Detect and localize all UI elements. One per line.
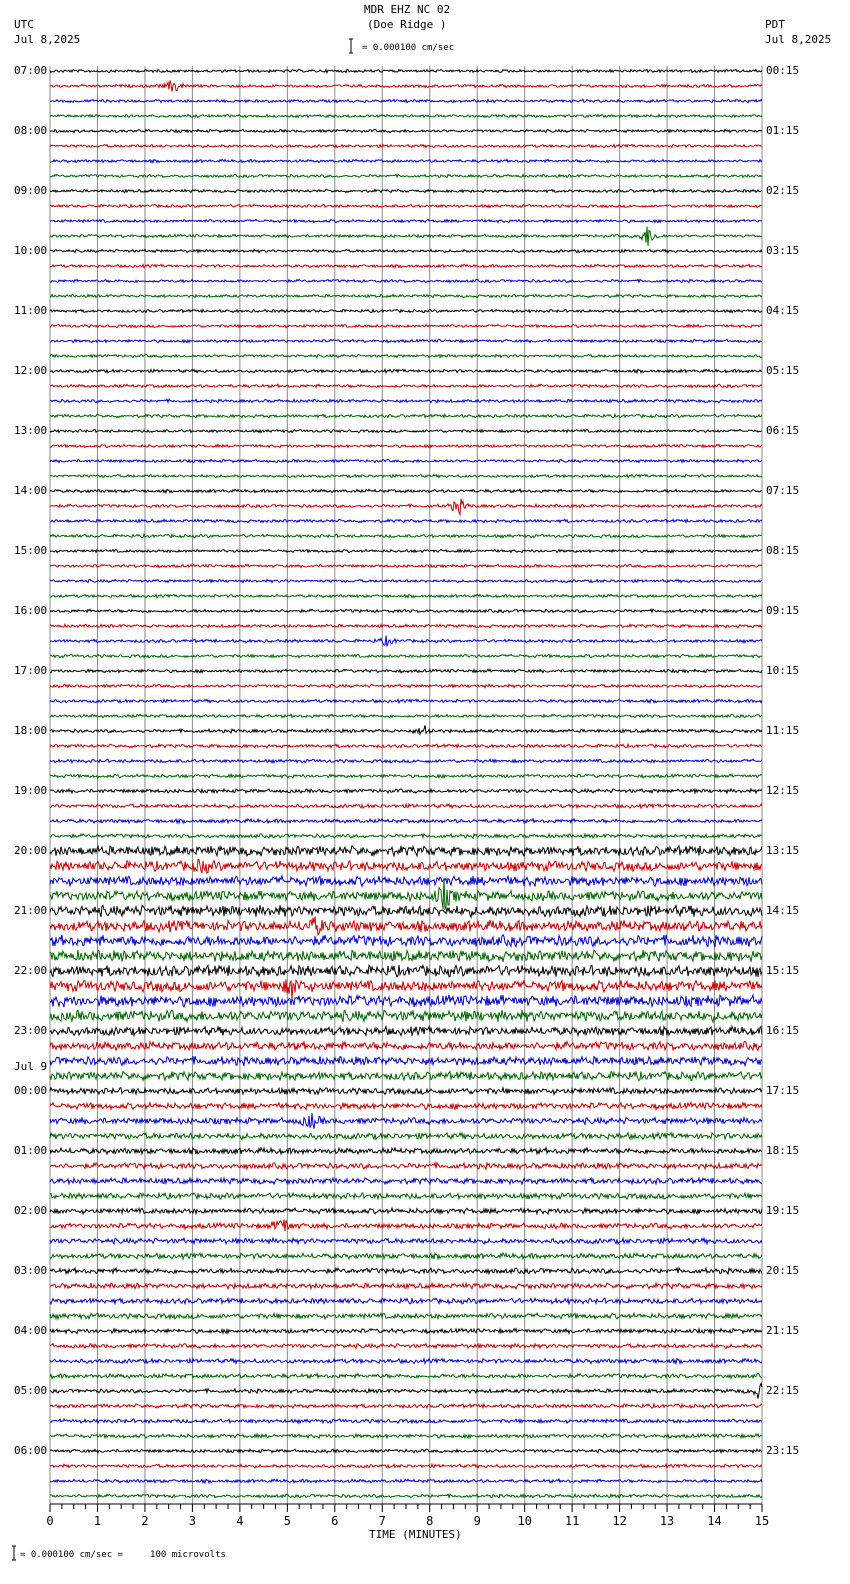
trace-row [50, 100, 762, 103]
trace-row [50, 1071, 762, 1080]
utc-hour-label: 01:00 [14, 1144, 48, 1157]
x-tick-label: 8 [426, 1514, 434, 1528]
trace-row [50, 459, 762, 462]
trace-row [50, 1404, 762, 1408]
trace-row [50, 876, 762, 887]
trace-row [50, 80, 762, 91]
utc-hour-label: 12:00 [14, 364, 48, 377]
trace-row [50, 684, 762, 688]
pdt-hour-label: 16:15 [766, 1024, 800, 1037]
trace-row [50, 1329, 762, 1334]
x-tick-label: 12 [612, 1514, 627, 1528]
date-change-label: Jul 9 [14, 1060, 48, 1073]
trace-row [50, 414, 762, 417]
trace-row [50, 384, 762, 387]
pdt-hour-label: 13:15 [766, 844, 800, 857]
x-tick-label: 14 [707, 1514, 722, 1528]
trace-row [50, 834, 762, 838]
pdt-hour-label: 08:15 [766, 544, 800, 557]
utc-hour-label: 21:00 [14, 904, 48, 917]
pdt-hour-label: 03:15 [766, 244, 800, 257]
trace-row [50, 1434, 762, 1438]
x-tick-label: 10 [517, 1514, 532, 1528]
trace-row [50, 1313, 762, 1319]
x-tick-label: 6 [331, 1514, 339, 1528]
trace-row [50, 979, 762, 998]
utc-hour-label: 22:00 [14, 964, 48, 977]
utc-hour-label: 16:00 [14, 604, 48, 617]
utc-hour-label: 05:00 [14, 1384, 48, 1397]
x-tick-label: 9 [473, 1514, 481, 1528]
pdt-hour-label: 04:15 [766, 304, 800, 317]
x-tick-label: 7 [378, 1514, 386, 1528]
pdt-hour-label: 22:15 [766, 1384, 800, 1397]
utc-hour-label: 14:00 [14, 484, 48, 497]
trace-row [50, 1298, 762, 1304]
trace-row [50, 1041, 762, 1050]
trace-row [50, 309, 762, 312]
trace-row [50, 1283, 762, 1289]
trace-row [50, 917, 762, 935]
trace-row [50, 1163, 762, 1170]
x-axis-label: TIME (MINUTES) [369, 1528, 462, 1541]
pdt-hour-label: 12:15 [766, 784, 800, 797]
trace-row [50, 995, 762, 1007]
x-tick-label: 13 [659, 1514, 675, 1528]
trace-row [50, 846, 762, 856]
trace-row [50, 220, 762, 223]
station-title: MDR EHZ NC 02 [364, 3, 451, 16]
trace-row [50, 339, 762, 342]
trace-row [50, 564, 762, 567]
trace-row [50, 1220, 762, 1232]
trace-row [50, 1113, 762, 1128]
trace-row [50, 774, 762, 778]
trace-row [50, 1056, 762, 1066]
trace-row [50, 1464, 762, 1468]
trace-row [50, 264, 762, 267]
trace-row [50, 145, 762, 148]
trace-row [50, 1494, 762, 1498]
utc-hour-label: 02:00 [14, 1204, 48, 1217]
trace-row [50, 1208, 762, 1214]
pdt-hour-label: 06:15 [766, 424, 800, 437]
trace-row [50, 1344, 762, 1349]
utc-label: UTC [14, 18, 34, 31]
utc-hour-label: 18:00 [14, 724, 48, 737]
pdt-hour-label: 18:15 [766, 1144, 800, 1157]
pdt-hour-label: 21:15 [766, 1324, 800, 1337]
utc-hour-label: 07:00 [14, 64, 48, 77]
x-tick-label: 3 [188, 1514, 197, 1528]
pdt-hour-label: 23:15 [766, 1444, 800, 1457]
footer-scale-bar-icon [12, 1546, 16, 1560]
pdt-hour-label: 11:15 [766, 724, 800, 737]
trace-row [50, 1193, 762, 1199]
x-tick-label: 1 [93, 1514, 102, 1528]
utc-hour-label: 11:00 [14, 304, 48, 317]
pdt-hour-label: 14:15 [766, 904, 800, 917]
trace-row [50, 579, 762, 582]
pdt-hour-label: 00:15 [766, 64, 800, 77]
trace-row [50, 905, 762, 917]
trace-row [50, 669, 762, 673]
footer-scale-label: = 0.000100 cm/sec = 100 microvolts [20, 1550, 226, 1560]
pdt-hour-label: 05:15 [766, 364, 800, 377]
trace-row [50, 819, 762, 823]
trace-row [50, 965, 762, 977]
x-tick-label: 4 [236, 1514, 244, 1528]
utc-hour-label: 19:00 [14, 784, 48, 797]
pdt-hour-label: 07:15 [766, 484, 800, 497]
trace-row [50, 636, 762, 647]
utc-hour-label: 20:00 [14, 844, 48, 857]
trace-row [50, 744, 762, 748]
utc-hour-label: 15:00 [14, 544, 48, 557]
trace-row [50, 859, 762, 873]
trace-row [50, 609, 762, 613]
trace-row [50, 369, 762, 373]
trace-row [50, 325, 762, 328]
trace-row [50, 950, 762, 962]
trace-row [50, 1419, 762, 1423]
trace-row [50, 759, 762, 763]
trace-row [50, 550, 762, 553]
trace-row [50, 519, 762, 522]
trace-row [50, 1238, 762, 1244]
station-name: (Doe Ridge ) [367, 18, 447, 31]
trace-row [50, 935, 762, 947]
trace-row [50, 279, 762, 282]
utc-hour-label: 06:00 [14, 1444, 48, 1457]
trace-row [50, 714, 762, 717]
trace-row [50, 1010, 762, 1022]
trace-row [50, 399, 762, 403]
pdt-date: Jul 8,2025 [765, 33, 832, 46]
trace-row [50, 1268, 762, 1274]
utc-hour-label: 03:00 [14, 1264, 48, 1277]
trace-row [50, 489, 762, 493]
x-tick-label: 11 [564, 1514, 580, 1528]
pdt-hour-label: 01:15 [766, 124, 800, 137]
utc-date: Jul 8,2025 [14, 33, 81, 46]
trace-row [50, 1479, 762, 1483]
trace-row [50, 699, 762, 703]
trace-row [50, 114, 762, 117]
pdt-hour-label: 20:15 [766, 1264, 800, 1277]
trace-row [50, 1148, 762, 1155]
trace-row [50, 444, 762, 447]
utc-hour-label: 00:00 [14, 1084, 48, 1097]
trace-row [50, 725, 762, 734]
trace-row [50, 1103, 762, 1110]
x-tick-label: 5 [283, 1514, 291, 1528]
utc-hour-label: 10:00 [14, 244, 48, 257]
trace-row [50, 804, 762, 808]
trace-row [50, 294, 762, 297]
trace-row [50, 1178, 762, 1184]
scale-bar-icon [349, 39, 353, 53]
trace-row [50, 69, 762, 72]
trace-row [50, 1088, 762, 1095]
trace-row [50, 1449, 762, 1453]
pdt-hour-label: 10:15 [766, 664, 800, 677]
trace-row [50, 227, 762, 246]
trace-row [50, 654, 762, 657]
pdt-hour-label: 19:15 [766, 1204, 800, 1217]
trace-row [50, 1384, 762, 1399]
x-tick-label: 15 [754, 1514, 770, 1528]
x-tick-label: 2 [141, 1514, 149, 1528]
trace-row [50, 624, 762, 627]
trace-row [50, 1374, 762, 1379]
utc-hour-label: 23:00 [14, 1024, 48, 1037]
trace-row [50, 475, 762, 478]
trace-row [50, 1253, 762, 1259]
trace-row [50, 594, 762, 597]
x-tick-label: 0 [46, 1514, 54, 1528]
utc-hour-label: 09:00 [14, 184, 48, 197]
trace-row [50, 159, 762, 162]
trace-row [50, 189, 762, 192]
trace-row [50, 204, 762, 207]
trace-row [50, 1133, 762, 1140]
trace-row [50, 499, 762, 515]
trace-row [50, 1359, 762, 1364]
trace-row [50, 1026, 762, 1036]
utc-hour-label: 13:00 [14, 424, 48, 437]
pdt-hour-label: 17:15 [766, 1084, 800, 1097]
utc-hour-label: 04:00 [14, 1324, 48, 1337]
utc-hour-label: 17:00 [14, 664, 48, 677]
pdt-hour-label: 09:15 [766, 604, 800, 617]
scale-label: = 0.000100 cm/sec [362, 43, 455, 53]
trace-row [50, 249, 762, 252]
utc-hour-label: 08:00 [14, 124, 48, 137]
trace-row [50, 534, 762, 537]
pdt-hour-label: 02:15 [766, 184, 800, 197]
trace-row [50, 430, 762, 433]
trace-row [50, 129, 762, 132]
trace-row [50, 789, 762, 793]
pdt-label: PDT [765, 18, 785, 31]
pdt-hour-label: 15:15 [766, 964, 800, 977]
trace-row [50, 174, 762, 177]
trace-row [50, 354, 762, 357]
